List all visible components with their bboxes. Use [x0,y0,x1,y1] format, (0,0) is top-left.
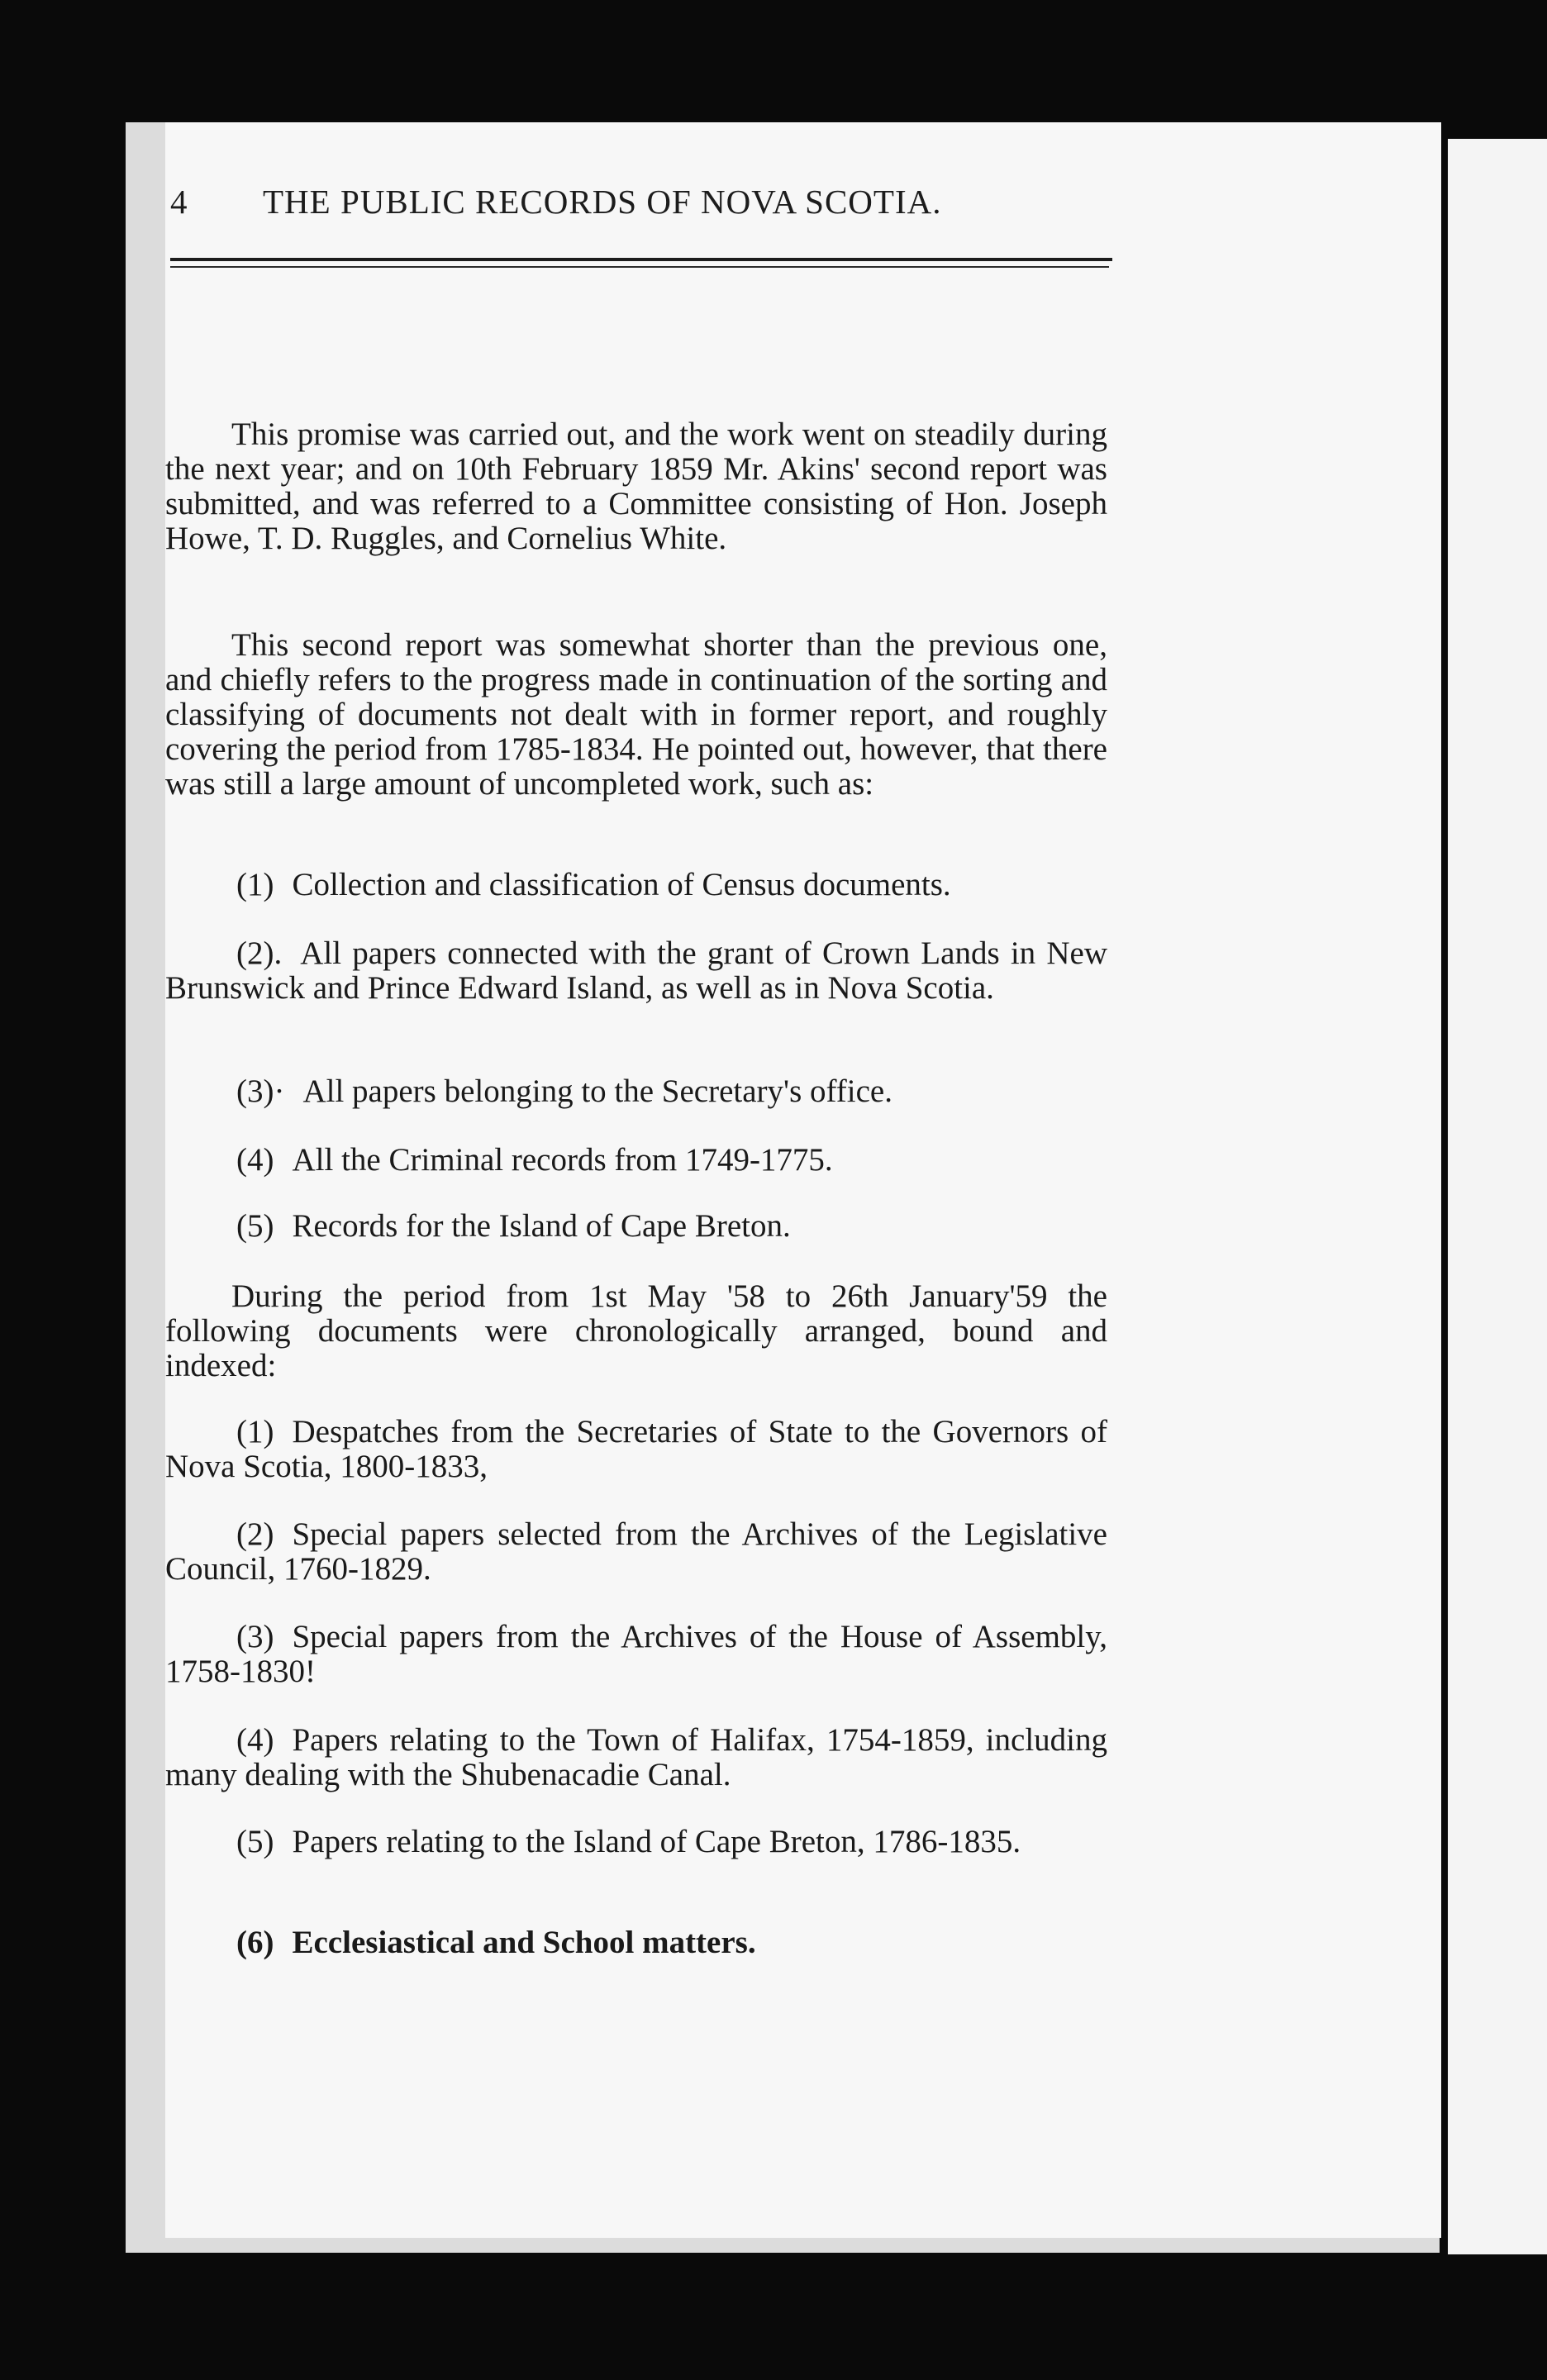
uncompleted-item-2 [165,936,1107,1006]
item-number: (1) [236,867,274,902]
uncompleted-item-1 [165,868,1107,902]
header-rule-thick [170,258,1112,261]
item-number: (4) [236,1142,274,1178]
item-number: (2). [236,935,283,971]
adjacent-page-edge [1448,139,1547,2254]
item-text: All papers belonging to the Secretary's office. [302,1073,892,1109]
item-number: (2) [236,1516,274,1552]
item-text: Papers relating to the Town of Halifax, 1754-1859, including many dealing with the Shubenacadie Canal. [165,1722,1107,1792]
item-text: Special papers from the Archives of the House of Assembly, 1758-1830! [165,1619,1107,1689]
item-number: (5) [236,1208,274,1244]
running-head: THE PUBLIC RECORDS OF NOVA SCOTIA. [263,183,942,221]
item-number: (5) [236,1824,274,1859]
paragraph-3: During the period from 1st May '58 to 26th January'59 the following documents were chronologically arranged, bound and indexed: [165,1278,1107,1383]
page-number: 4 [170,183,188,221]
page-header [170,182,1134,221]
item-number: (3)· [236,1073,285,1109]
uncompleted-item-3 [165,1074,1107,1109]
header-rule-thin [170,266,1109,268]
item-text: Ecclesiastical and School matters. [292,1925,756,1960]
paragraph-2: This second report was somewhat shorter than the previous one, and chiefly refers to the progress made in continuation of the sorting and classifying of documents not dealt with in former report, and roughly covering the period from 1785-1834. He pointed out, however, that there was still a large amount of uncompleted work, such as: [165,627,1107,802]
item-text: Collection and classification of Census documents. [292,867,951,902]
item-number: (3) [236,1619,274,1654]
arranged-item-1 [165,1415,1107,1484]
paragraph-1: This promise was carried out, and the work went on steadily during the next year; and on 10th February 1859 Mr. Akins' second report was submitted, and was referred to a Committee consisting of Hon. Joseph Howe, T. D. Ruggles, and Cornelius White. [165,416,1107,556]
arranged-item-3 [165,1620,1107,1689]
item-text: All the Criminal records from 1749-1775. [292,1142,833,1178]
uncompleted-item-4 [165,1143,1107,1178]
item-number: (4) [236,1722,274,1758]
item-number: (6) [236,1925,274,1960]
uncompleted-item-5 [165,1209,1107,1244]
item-text: All papers connected with the grant of Crown Lands in New Brunswick and Prince Edward Island, as well as in Nova Scotia. [165,935,1107,1006]
item-text: Special papers selected from the Archives of the Legislative Council, 1760-1829. [165,1516,1107,1587]
item-text: Despatches from the Secretaries of State to the Governors of Nova Scotia, 1800-1833, [165,1414,1107,1484]
arranged-item-2 [165,1517,1107,1587]
item-number: (1) [236,1414,274,1449]
arranged-item-4 [165,1723,1107,1792]
arranged-item-6 [165,1925,1107,1960]
arranged-item-5 [165,1825,1107,1859]
item-text: Records for the Island of Cape Breton. [292,1208,791,1244]
item-text: Papers relating to the Island of Cape Breton, 1786-1835. [292,1824,1021,1859]
